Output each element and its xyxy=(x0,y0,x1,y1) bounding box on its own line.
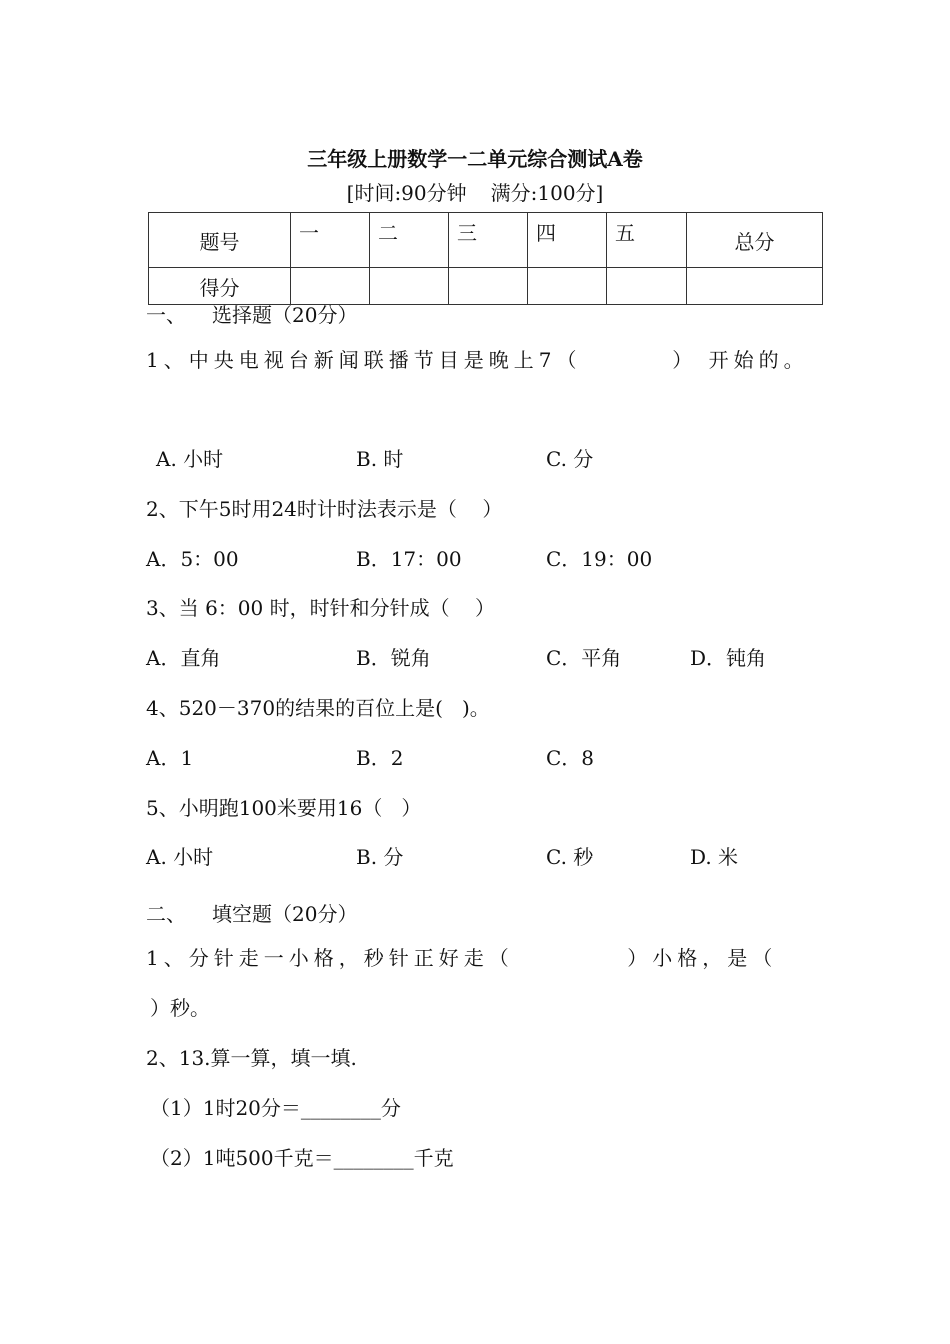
q1-4-option-c: C．8 xyxy=(546,746,595,770)
q1-5-option-b: B. 分 xyxy=(356,845,404,869)
section1-heading-num: 一、 xyxy=(146,303,186,327)
q1-2-option-a: A．5：00 xyxy=(146,547,239,571)
exam-info xyxy=(0,180,950,206)
q1-1-option-b: B. 时 xyxy=(356,447,404,471)
q1-5-option-a: A. 小时 xyxy=(146,845,214,869)
header-cell-total: 总分 xyxy=(687,213,823,268)
question-2-1-cont: ）秒。 xyxy=(150,996,210,1020)
score-table-score-row xyxy=(149,268,823,305)
section1-heading: 选择题（20分） xyxy=(212,303,358,327)
score-table-header-row xyxy=(149,213,823,268)
question-1-5: 5、小明跑100米要用16（ ） xyxy=(146,796,422,820)
question-2-2-part1: （1）1时20分＝________分 xyxy=(150,1096,401,1120)
header-cell-2: 二 xyxy=(370,213,449,268)
q1-3-option-a: A．直角 xyxy=(146,646,221,670)
q1-3-option-c: C．平角 xyxy=(546,646,622,670)
score-row-label: 得分 xyxy=(149,268,291,305)
question-1-4: 4、520－370的结果的百位上是( )。 xyxy=(146,696,490,720)
q1-3-option-d: D．钝角 xyxy=(690,646,767,670)
q1-1-option-a: A. 小时 xyxy=(156,447,224,471)
question-1-3: 3、当 6：00 时，时针和分针成（ ） xyxy=(146,596,496,620)
page-title: 三年级上册数学一二单元综合测试A卷 xyxy=(307,147,643,171)
q1-2-option-b: B．17：00 xyxy=(356,547,462,571)
header-cell-1: 一 xyxy=(291,213,370,268)
question-2-2-part2: （2）1吨500千克＝________千克 xyxy=(150,1146,454,1170)
section2-heading: 填空题（20分） xyxy=(212,902,358,926)
score-cell-3[interactable] xyxy=(449,268,528,305)
q1-1-option-c: C. 分 xyxy=(546,447,594,471)
section2-heading-num: 二、 xyxy=(146,902,186,926)
score-info: 满分:100分] xyxy=(490,181,604,205)
q1-5-option-c: C. 秒 xyxy=(546,845,594,869)
question-2-1: 1、分针走一小格，秒针正好走（ ）小格，是（ xyxy=(146,946,778,970)
header-cell-5: 五 xyxy=(607,213,687,268)
question-2-2: 2、13.算一算，填一填. xyxy=(146,1046,357,1070)
q1-4-option-b: B．2 xyxy=(356,746,404,770)
header-cell-4: 四 xyxy=(528,213,607,268)
q1-4-option-a: A．1 xyxy=(146,746,194,770)
q1-3-option-b: B．锐角 xyxy=(356,646,431,670)
time-info: [时间:90分钟 xyxy=(346,181,467,205)
q1-2-option-c: C．19：00 xyxy=(546,547,653,571)
score-cell-4[interactable] xyxy=(528,268,607,305)
q1-5-option-d: D. 米 xyxy=(690,845,739,869)
question-1-1: 1、中央电视台新闻联播节目是晚上7（ ） 开始的。 xyxy=(146,348,809,372)
question-1-2: 2、下午5时用24时计时法表示是（ ） xyxy=(146,497,503,521)
header-cell-3: 三 xyxy=(449,213,528,268)
score-cell-5[interactable] xyxy=(607,268,687,305)
score-cell-2[interactable] xyxy=(370,268,449,305)
score-cell-total[interactable] xyxy=(687,268,823,305)
score-table xyxy=(148,212,823,305)
header-cell-label: 题号 xyxy=(149,213,291,268)
score-cell-1[interactable] xyxy=(291,268,370,305)
